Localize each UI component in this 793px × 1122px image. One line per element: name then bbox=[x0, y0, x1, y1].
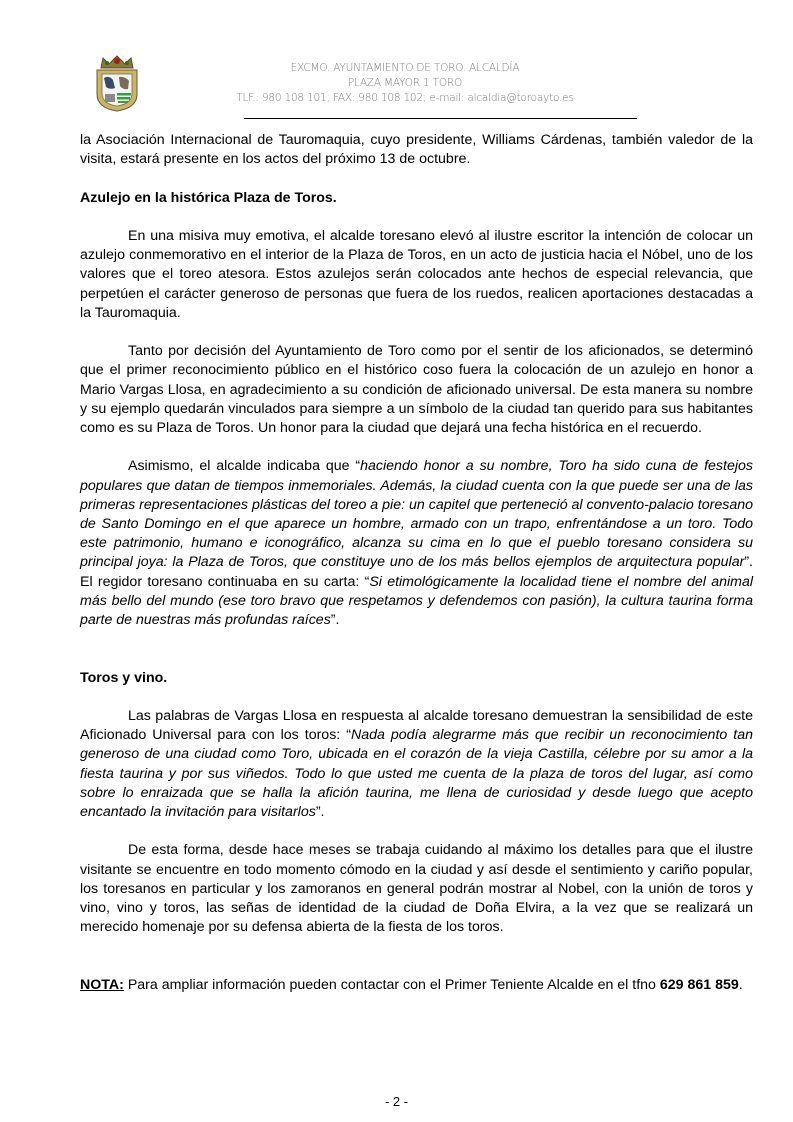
page-number: - 2 - bbox=[384, 1094, 409, 1109]
quote-text: Nada podía alegrarme más que recibir un reconocimiento tan generoso de una ciudad como Toro, ubicada en el corazón de la vieja Castilla, célebre por su amor a la fiesta taurina y por sus viñedos. Todo lo que usted me cuenta de la plaza de toros del lugar, así como sobre lo enraizada que se halla la afición taurina, me llena de curiosidad y desde luego que acepto encantado la invitación para visitarlos bbox=[80, 727, 753, 821]
letterhead bbox=[236, 61, 574, 106]
header-divider bbox=[244, 118, 637, 119]
paragraph: De esta forma, desde hace meses se trabaja cuidando al máximo los detalles para que el ilustre visitante se encuentre en todo momento cómodo en la ciudad y así desde el sentimiento y cariño popular, los toresanos en particular y los zamoranos en general podrán mostrar al Nobel, con la unión de toros y vino, vino y toros, las señas de identidad de la ciudad de Doña Elvira, a la vez que se realizará un merecido homenaje por su defensa abierta de la fiesta de los toros. bbox=[80, 842, 753, 936]
intro-paragraph: la Asociación Internacional de Tauromaquia, cuyo presidente, Williams Cárdenas, también valedor de la visita, estará presente en los actos del próximo 13 de octubre. bbox=[80, 132, 753, 168]
phone-number: 629 861 859 bbox=[659, 976, 739, 993]
note-text: Para ampliar información pueden contactar con el Primer Teniente Alcalde en el tfno bbox=[123, 976, 660, 993]
paragraph: Tanto por decisión del Ayuntamiento de Toro como por el sentir de los aficionados, se determinó que el primer reconocimiento público en el histórico coso fuera la colocación de un azulejo en honor a Mario Vargas Llosa, en agradecimiento a su condición de aficionado universal. De esta manera su nombre y su ejemplo quedarán vinculados para siempre a un símbolo de la ciudad tan querido para sus habitantes como es su Plaza de Toros. Un honor para la ciudad que dejará una fecha histórica en el recuerdo. bbox=[80, 343, 753, 436]
section-heading-toros-y-vino: Toros y vino. bbox=[80, 669, 168, 686]
paragraph-quote bbox=[80, 707, 753, 822]
text: ”. bbox=[315, 804, 325, 821]
letterhead-contact: TLF.: 980 108 101; FAX: 980 108 102; e-mail: alcaldia@toroayto.es bbox=[236, 92, 574, 104]
text: . bbox=[738, 976, 743, 993]
document-body bbox=[80, 131, 753, 995]
text: ”. bbox=[330, 612, 340, 629]
text: ”. El regidor toresano continuaba en su carta: “ bbox=[80, 554, 753, 590]
coat-of-arms-icon bbox=[93, 54, 141, 112]
note-label: NOTA: bbox=[80, 976, 124, 993]
section-heading-azulejo: Azulejo en la histórica Plaza de Toros. bbox=[80, 189, 337, 206]
paragraph-quote bbox=[80, 457, 753, 630]
letterhead-title: EXCMO. AYUNTAMIENTO DE TORO. ALCALDÍA bbox=[290, 62, 520, 74]
quote-text: Si etimológicamente la localidad tiene el nombre del animal más bello del mundo (ese toro bravo que respetamos y defendemos con pasión), la cultura taurina forma parte de nuestras más profundas raíces bbox=[80, 573, 753, 629]
note bbox=[80, 976, 753, 995]
text: Asimismo, el alcalde indicaba que “ bbox=[128, 458, 361, 475]
quote-text: haciendo honor a su nombre, Toro ha sido cuna de festejos populares que datan de tiempos inmemoriales. Además, la ciudad cuenta con la que puede ser una de las primeras representaciones plásticas del toreo a pie: un capitel que perteneció al convento-palacio toresano de Santo Domingo en el que aparece un hombre, armado con un trapo, enfrentándose a un toro. Todo este patrimonio, humano e iconográfico, alcanza su cima en lo que el pueblo toresano considera su principal joya: la Plaza de Toros, que constituye uno de los más bellos ejemplos de arquitectura popular bbox=[80, 458, 753, 571]
letterhead-address: PLAZA MAYOR 1 TORO bbox=[347, 77, 463, 89]
text: Las palabras de Vargas Llosa en respuesta al alcalde toresano demuestran la sensibilidad de este Aficionado Universal para con los toros: “ bbox=[80, 708, 753, 744]
paragraph: En una misiva muy emotiva, el alcalde toresano elevó al ilustre escritor la intención de colocar un azulejo conmemorativo en el interior de la Plaza de Toros, en un acto de justicia hacia el Nóbel, uno de los valores que el toreo atesora. Estos azulejos serán colocados ante hechos de especial relevancia, que perpetúen el carácter generoso de personas que fuera de los ruedos, realicen aportaciones destacadas a la Tauromaquia. bbox=[80, 227, 753, 321]
